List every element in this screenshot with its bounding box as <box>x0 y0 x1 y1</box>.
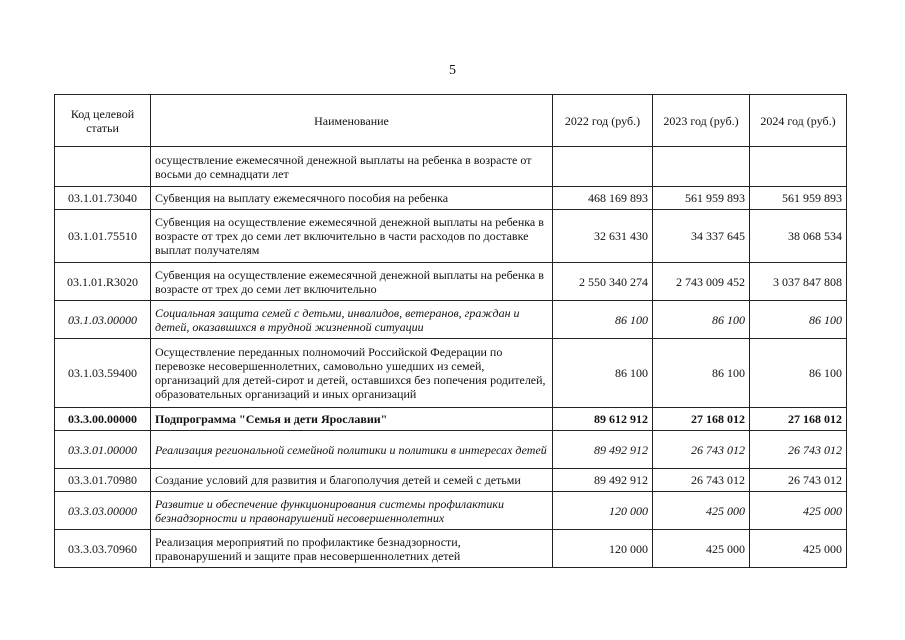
value-2024-cell: 425 000 <box>750 492 847 530</box>
code-cell: 03.1.01.R3020 <box>55 263 151 301</box>
value-2024-cell: 86 100 <box>750 339 847 408</box>
table-row <box>55 469 847 492</box>
header-2023: 2023 год (руб.) <box>653 95 750 147</box>
value-2022-cell: 120 000 <box>553 530 653 568</box>
value-2023-cell <box>653 147 750 187</box>
name-cell: Осуществление переданных полномочий Российской Федерации по перевозке несовершеннолетних, самовольно ушедших из семей, организаций для детей-сирот и детей, оставшихся без попечения родителей, образовательных организаций и иных организаций <box>151 339 553 408</box>
value-2024-cell: 27 168 012 <box>750 408 847 431</box>
header-2024: 2024 год (руб.) <box>750 95 847 147</box>
code-cell: 03.1.03.00000 <box>55 301 151 339</box>
header-2022: 2022 год (руб.) <box>553 95 653 147</box>
value-2022-cell: 89 492 912 <box>553 469 653 492</box>
value-2024-cell: 86 100 <box>750 301 847 339</box>
code-cell: 03.3.00.00000 <box>55 408 151 431</box>
table-row <box>55 263 847 301</box>
value-2022-cell: 32 631 430 <box>553 210 653 263</box>
code-cell: 03.1.01.73040 <box>55 187 151 210</box>
name-cell: Социальная защита семей с детьми, инвалидов, ветеранов, граждан и детей, оказавшихся в трудной жизненной ситуации <box>151 301 553 339</box>
table-row <box>55 147 847 187</box>
code-cell <box>55 147 151 187</box>
header-code: Код целевой статьи <box>55 95 151 147</box>
value-2024-cell: 26 743 012 <box>750 431 847 469</box>
value-2023-cell: 86 100 <box>653 301 750 339</box>
value-2023-cell: 34 337 645 <box>653 210 750 263</box>
name-cell: Субвенция на осуществление ежемесячной денежной выплаты на ребенка в возрасте от трех до семи лет включительно <box>151 263 553 301</box>
table-row <box>55 530 847 568</box>
value-2022-cell: 89 612 912 <box>553 408 653 431</box>
value-2023-cell: 86 100 <box>653 339 750 408</box>
table-row <box>55 431 847 469</box>
table-body <box>55 147 847 568</box>
value-2024-cell: 561 959 893 <box>750 187 847 210</box>
name-cell: Субвенция на осуществление ежемесячной денежной выплаты на ребенка в возрасте от трех до семи лет включительно в части расходов по доставке выплат получателям <box>151 210 553 263</box>
table-row <box>55 492 847 530</box>
value-2022-cell <box>553 147 653 187</box>
code-cell: 03.3.03.00000 <box>55 492 151 530</box>
value-2024-cell: 3 037 847 808 <box>750 263 847 301</box>
code-cell: 03.1.03.59400 <box>55 339 151 408</box>
page-number: 5 <box>449 63 456 78</box>
name-cell: Субвенция на выплату ежемесячного пособия на ребенка <box>151 187 553 210</box>
name-cell: Подпрограмма "Семья и дети Ярославии" <box>151 408 553 431</box>
table-row <box>55 408 847 431</box>
code-cell: 03.1.01.75510 <box>55 210 151 263</box>
name-cell: Реализация региональной семейной политики и политики в интересах детей <box>151 431 553 469</box>
value-2024-cell: 26 743 012 <box>750 469 847 492</box>
name-cell: осуществление ежемесячной денежной выплаты на ребенка в возрасте от восьми до семнадцати лет <box>151 147 553 187</box>
name-cell: Создание условий для развития и благополучия детей и семей с детьми <box>151 469 553 492</box>
value-2023-cell: 561 959 893 <box>653 187 750 210</box>
header-row <box>55 95 847 147</box>
code-cell: 03.3.01.00000 <box>55 431 151 469</box>
name-cell: Развитие и обеспечение функционирования системы профилактики безнадзорности и правонарушений несовершеннолетних <box>151 492 553 530</box>
table-row <box>55 210 847 263</box>
value-2023-cell: 27 168 012 <box>653 408 750 431</box>
value-2022-cell: 120 000 <box>553 492 653 530</box>
value-2022-cell: 2 550 340 274 <box>553 263 653 301</box>
table-row <box>55 187 847 210</box>
value-2022-cell: 468 169 893 <box>553 187 653 210</box>
code-cell: 03.3.03.70960 <box>55 530 151 568</box>
table-row <box>55 301 847 339</box>
value-2022-cell: 86 100 <box>553 339 653 408</box>
budget-table <box>54 94 847 568</box>
value-2023-cell: 26 743 012 <box>653 469 750 492</box>
table-row <box>55 339 847 408</box>
value-2024-cell <box>750 147 847 187</box>
name-cell: Реализация мероприятий по профилактике безнадзорности, правонарушений и защите прав несовершеннолетних детей <box>151 530 553 568</box>
value-2023-cell: 425 000 <box>653 530 750 568</box>
value-2022-cell: 89 492 912 <box>553 431 653 469</box>
value-2024-cell: 425 000 <box>750 530 847 568</box>
header-name: Наименование <box>151 95 553 147</box>
value-2024-cell: 38 068 534 <box>750 210 847 263</box>
value-2022-cell: 86 100 <box>553 301 653 339</box>
value-2023-cell: 26 743 012 <box>653 431 750 469</box>
value-2023-cell: 425 000 <box>653 492 750 530</box>
value-2023-cell: 2 743 009 452 <box>653 263 750 301</box>
code-cell: 03.3.01.70980 <box>55 469 151 492</box>
